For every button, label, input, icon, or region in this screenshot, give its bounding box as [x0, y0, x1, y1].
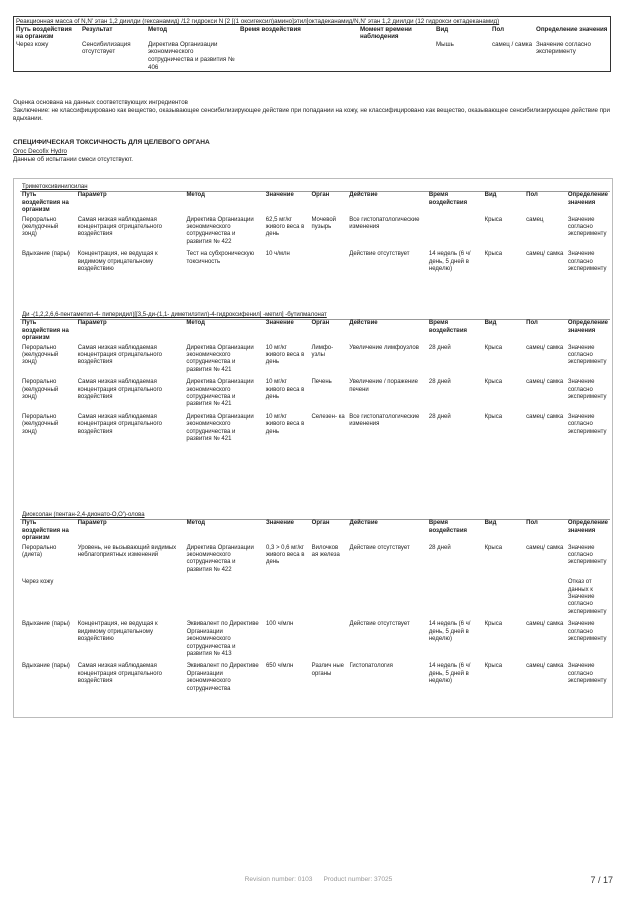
table-row [20, 412, 610, 447]
table-cell: 14 недель (6 ч/день, 5 дней в неделю) [428, 663, 471, 685]
table-cell: Крыса [484, 216, 503, 223]
table-cell: Гистопатология [349, 663, 393, 670]
table-cell: Крыса [484, 621, 503, 628]
col-header: Значение [264, 320, 310, 343]
table-cell: Вдыхание (пары) [22, 621, 70, 628]
table-cell: Директива Организации экономического сотрудничества и развития № 421 [186, 413, 254, 443]
table-cell: 10 мг/кг живого веса в день [265, 344, 305, 366]
col-header: Действие [347, 320, 427, 343]
col-header: Орган [309, 320, 347, 343]
table-cell [310, 619, 348, 661]
page-number: 7 / 17 [590, 875, 613, 885]
table-cell: Директива Организации экономического сотрудничества и развития № 421 [186, 379, 254, 408]
table-cell: Вдыхание (пары) [22, 663, 70, 670]
table-row [20, 619, 610, 661]
table-cell: Самая низкая наблюдаемая концентрация отрицательного воздействия [77, 663, 162, 685]
col-header: Метод [185, 520, 264, 543]
table-cell: 14 недель (6 ч/день, 5 дней в неделю) [428, 621, 471, 643]
table-cell: Различ ные органы [311, 663, 345, 677]
col-header: Метод [148, 25, 168, 33]
table-cell [309, 249, 347, 276]
table-cell: Действие отсутствует [349, 251, 410, 258]
table-cell: Значение согласно эксперименту [567, 251, 607, 273]
table-cell: Отказ от данных к Значение согласно эксперименту [567, 579, 607, 615]
table-cell [185, 577, 264, 619]
table-cell: Эквивалент по Директиве Организации экономического сотрудничества [186, 663, 259, 692]
table-cell: Крыса [484, 413, 503, 420]
table-row [20, 543, 610, 578]
table-row [20, 661, 610, 696]
table-cell: самец/ самка [526, 251, 564, 258]
table-row [20, 577, 610, 619]
col-header: Путь воздействия на организм [20, 520, 76, 543]
table-cell: Увеличение / поражение печени [349, 379, 418, 393]
col-header: Определение значения [566, 192, 610, 215]
table-cell: Эквивалент по Директиве Организации экономического сотрудничества и развития № 413 [186, 621, 259, 657]
col-header: Определение значения [536, 25, 608, 33]
col-header: Параметр [76, 320, 185, 343]
table-cell: Перорально (желудочный зонд) [22, 216, 59, 238]
col-header: Вид [483, 320, 525, 343]
table-row [20, 377, 610, 412]
table-cell: Значение согласно эксперименту [567, 216, 607, 238]
table-cell: Мочевой пузырь [311, 216, 337, 231]
table-cell: Лимфо- узлы [311, 344, 334, 359]
table-cell: Концентрация, не ведущая к видимому отрицательному воздействию [77, 621, 158, 643]
table-cell: 10 ч/млн [265, 251, 290, 258]
table-cell: самец/ самка [526, 379, 564, 386]
table-cell [310, 577, 348, 619]
table-cell: Значение согласно эксперименту [567, 379, 607, 401]
table-cell: Все гистопатологические изменения [349, 413, 420, 428]
table-cell: Перорально (желудочный зонд) [22, 344, 59, 366]
table-cell: самец/ самка [526, 344, 564, 351]
assessment-note: Оценка основана на данных соответствующих ингредиентов [13, 99, 188, 106]
table-cell: 28 дней [428, 344, 451, 351]
stot-group-table [20, 512, 610, 696]
table-cell: Значение согласно эксперименту [536, 40, 591, 56]
col-header: Орган [310, 520, 348, 543]
table-cell: Крыса [484, 251, 503, 258]
table-cell: Вилочков ая железа [311, 544, 340, 559]
table-cell [238, 41, 358, 72]
table-cell: самец/ самка [526, 663, 564, 670]
table-cell: Значение согласно эксперименту [567, 544, 607, 566]
table-cell: Самая низкая наблюдаемая концентрация отрицательного воздействия [77, 344, 162, 366]
substance-title: Ди -(1,2,2,6,6-пентаметил-4- пиперидил)[[3,5-ди-(1,1- диметилэтил)-4-гидроксифенил] -метил] -бутилмалонат [22, 312, 327, 318]
table-cell: Тест на субхроническую токсичность [186, 251, 255, 265]
table-cell: Значение согласно эксперименту [567, 663, 607, 685]
col-header: Параметр [76, 192, 185, 215]
col-header: Вид [483, 520, 525, 543]
col-header: Определение значения [566, 520, 610, 543]
table-cell: самец/ самка [526, 413, 564, 420]
table-row [20, 249, 610, 276]
col-header: Метод [184, 320, 263, 343]
col-header: Результат [82, 25, 113, 33]
col-header: Время воздействия [427, 192, 483, 215]
col-header: Пол [524, 320, 566, 343]
table-cell: Значение согласно эксперименту [567, 621, 607, 643]
table-cell: Все гистопатологические изменения [349, 216, 420, 231]
table-cell: Крыса [484, 663, 503, 670]
product-number: Product number: 37025 [323, 876, 393, 883]
table-cell: Уровень, не вызывающий видимых неблагоприятных изменений [77, 544, 177, 559]
table-cell: Самая низкая наблюдаемая концентрация отрицательного воздействия [77, 379, 162, 401]
table-cell: 0,3 > 0,6 мг/кг живого веса в день [265, 544, 305, 566]
table-cell [427, 215, 483, 250]
table-cell: Селезен- ка [311, 413, 345, 420]
table-cell: Самая низкая наблюдаемая концентрация отрицательного воздействия [77, 413, 162, 435]
table-cell: Действие отсутствует [349, 544, 410, 551]
table-cell: Мышь [436, 40, 454, 48]
table-cell: Директива Организации экономического сотрудничества и развития № 422 [186, 544, 254, 573]
substance-title: Триметоксивинилсилан [22, 184, 88, 190]
table-cell: 28 дней [428, 413, 451, 420]
col-header: Действие [347, 192, 427, 215]
col-header: Путь воздействия на организм [16, 25, 72, 41]
col-header: Метод [184, 192, 263, 215]
table-row [20, 215, 610, 250]
no-data-note: Данные об испытании смеси отсутствуют. [13, 156, 134, 163]
table-cell: 62,5 мг/кг живого веса в день [265, 216, 305, 238]
table-cell: Перорально (диета) [22, 544, 57, 559]
col-header: Вид [436, 25, 449, 33]
table-cell [427, 577, 483, 619]
table-cell: 100 ч/млн [265, 621, 294, 628]
table-cell: Директива Организации экономического сотрудничества и развития № 406 [148, 40, 235, 71]
table-cell [358, 41, 434, 72]
table-cell: 28 дней [428, 379, 451, 386]
table-row [20, 343, 610, 378]
col-header: Пол [524, 520, 566, 543]
col-header: Путь воздействия на организм [20, 320, 76, 343]
table-cell [264, 577, 310, 619]
col-header: Параметр [76, 520, 185, 543]
table-cell: Через кожу [16, 40, 49, 48]
revision-number: Revision number: 0103 [244, 876, 313, 883]
col-header: Определение значения [566, 320, 610, 343]
table-cell: самец [526, 216, 544, 223]
table-cell [348, 577, 427, 619]
col-header: Пол [524, 192, 566, 215]
table-cell: Значение согласно эксперименту [567, 344, 607, 366]
table-cell: самец/ самка [526, 621, 564, 628]
sensitization-table [13, 16, 611, 72]
col-header: Время воздействия [427, 520, 483, 543]
table-cell: Самая низкая наблюдаемая концентрация отрицательного воздействия [77, 216, 162, 238]
table-cell: Через кожу [22, 579, 54, 586]
table-cell: Директива Организации экономического сотрудничества и развития № 421 [186, 344, 254, 373]
col-header: Действие [348, 520, 427, 543]
table-cell: 28 дней [428, 544, 451, 551]
footer [0, 876, 637, 883]
table-cell [483, 577, 525, 619]
table-cell: Перорально (желудочный зонд) [22, 413, 59, 435]
table-cell: Крыса [484, 344, 503, 351]
col-header: Орган [309, 192, 347, 215]
product-name: Oroc Decofix Hydro [13, 148, 67, 155]
table-cell: 10 мг/кг живого веса в день [265, 379, 305, 401]
sensitization-substance-title: Реакционная масса of N,N' этан 1,2 диилди (гексанамид) /12 гидрокси N [2 [(1 оксигексил)амино]этил]октадеканамид/N,N' этан 1,2 диилди (12 гидрокси октадеканамид) [16, 18, 500, 25]
table-cell: 14 недель (6 ч/день, 5 дней в неделю) [428, 251, 471, 273]
col-header: Время воздействия [240, 25, 301, 33]
table-cell: Крыса [484, 544, 503, 551]
section-heading: СПЕЦИФИЧЕСКАЯ ТОКСИЧНОСТЬ ДЛЯ ЦЕЛЕВОГО ОРГАНА [13, 139, 210, 146]
table-cell: самец/ самка [526, 544, 564, 551]
table-cell: 10 мг/кг живого веса в день [265, 413, 305, 435]
stot-group-table [20, 312, 610, 447]
table-cell: Директива Организации экономического сотрудничества и развития № 422 [186, 216, 254, 245]
table-cell: Печень [311, 379, 332, 386]
table-cell: Концентрация, не ведущая к видимому отрицательному воздействию [77, 251, 158, 273]
table-cell [76, 577, 185, 619]
table-cell: Значение согласно эксперименту [567, 413, 607, 435]
stot-group-table [20, 184, 610, 276]
table-cell: 650 ч/млн [265, 663, 294, 670]
col-header: Значение [264, 520, 310, 543]
table-cell: Сенсибилизация отсутствует [82, 40, 131, 56]
substance-title: Диоксолан (пентан-2,4-дионато-O,O')-олова [22, 512, 145, 518]
col-header: Путь воздействия на организм [20, 192, 76, 215]
table-cell [524, 577, 566, 619]
col-header: Значение [264, 192, 310, 215]
col-header: Момент времени наблюдения [360, 25, 412, 41]
table-cell: Действие отсутствует [349, 621, 410, 628]
col-header: Пол [492, 25, 505, 33]
table-cell: Увеличение лимфоузлов [349, 344, 419, 351]
table-cell: Вдыхание (пары) [22, 251, 70, 258]
table-cell: Крыса [484, 379, 503, 386]
conclusion-note: Заключение: не классифицировано как вещество, оказывающее сенсибилизирующее действие при попадании на кожу, не классифицировано как вещество, оказывающее сенсибилизирующее действие при вдыхании. [13, 107, 610, 122]
table-cell: Перорально (желудочный зонд) [22, 379, 59, 401]
col-header: Время воздействия [427, 320, 483, 343]
col-header: Вид [483, 192, 525, 215]
table-cell: самец / самка [492, 40, 533, 48]
